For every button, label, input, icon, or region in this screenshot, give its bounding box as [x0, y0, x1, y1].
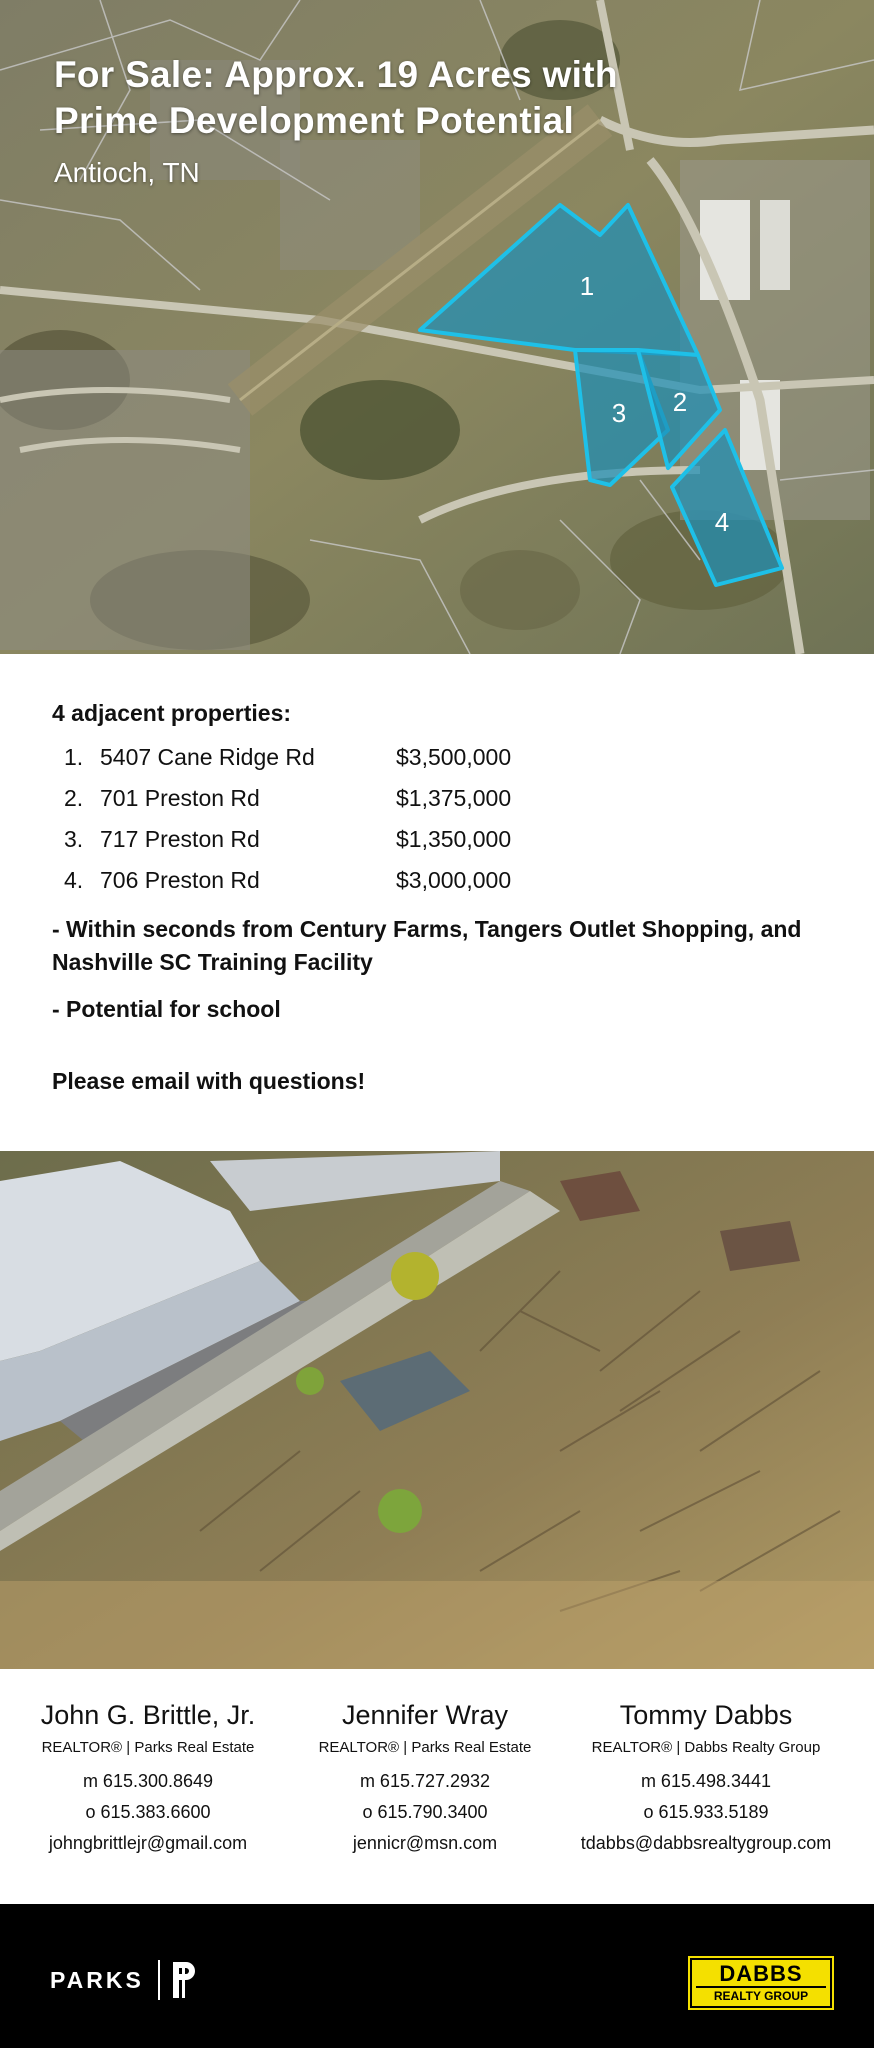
agent-email[interactable]: jennicr@msn.com: [352, 1833, 498, 1853]
parks-monogram-icon: [170, 1960, 198, 2000]
agent-role: REALTOR® | Parks Real Estate: [318, 1739, 532, 1756]
parks-logo: [50, 1960, 198, 2000]
property-price: $1,375,000: [396, 785, 512, 811]
property-row: [52, 860, 832, 901]
agent-role: REALTOR® | Dabbs Realty Group: [591, 1739, 821, 1756]
agent-mobile[interactable]: m 615.727.2932: [359, 1771, 491, 1791]
property-number: 2.: [64, 785, 84, 811]
parcel-label-1: 1: [579, 271, 595, 301]
agent-office[interactable]: o 615.933.5189: [643, 1802, 769, 1822]
property-number: 3.: [64, 826, 84, 852]
agent-name: John G. Brittle, Jr.: [40, 1700, 256, 1730]
property-number: 1.: [64, 744, 84, 770]
feature-bullet-location: - Within seconds from Century Farms, Tangers Outlet Shopping, and Nashville SC Training Facility: [52, 916, 802, 975]
agent-role: REALTOR® | Parks Real Estate: [41, 1739, 255, 1756]
property-address: 706 Preston Rd: [100, 867, 260, 893]
parcel-label-3: 3: [611, 398, 627, 428]
agent-card-dabbs: [560, 1700, 852, 1859]
dabbs-logo-name: DABBS: [719, 1961, 803, 1986]
property-address: 5407 Cane Ridge Rd: [100, 744, 315, 770]
dabbs-logo-tagline: REALTY GROUP: [696, 1986, 826, 2004]
agent-email[interactable]: tdabbs@dabbsrealtygroup.com: [580, 1833, 832, 1853]
property-price: $1,350,000: [396, 826, 512, 852]
listing-title-line-2: Prime Development Potential: [54, 100, 575, 141]
footer-bar: [0, 1904, 874, 2048]
agent-mobile[interactable]: m 615.498.3441: [640, 1771, 772, 1791]
parcel-label-2: 2: [672, 387, 688, 417]
agent-office[interactable]: o 615.383.6600: [85, 1802, 211, 1822]
listing-location: Antioch, TN: [54, 157, 200, 188]
properties-heading: 4 adjacent properties:: [52, 700, 292, 726]
agent-card-wray: [279, 1700, 571, 1859]
dabbs-realty-logo: [690, 1958, 832, 2008]
property-row: [52, 778, 832, 819]
agent-office[interactable]: o 615.790.3400: [362, 1802, 488, 1822]
agent-card-brittle: [2, 1700, 294, 1859]
agent-mobile[interactable]: m 615.300.8649: [82, 1771, 214, 1791]
agent-name: Tommy Dabbs: [619, 1700, 793, 1730]
property-row: [52, 737, 832, 778]
aerial-photo: [0, 1151, 874, 1669]
property-row: [52, 819, 832, 860]
property-price: $3,000,000: [396, 867, 512, 893]
feature-bullet-school: - Potential for school: [52, 996, 281, 1022]
property-number: 4.: [64, 867, 84, 893]
parks-logo-text: PARKS: [50, 1966, 144, 1993]
agent-contacts: [0, 1700, 874, 1860]
parcel-label-4: 4: [714, 507, 730, 537]
email-note: Please email with questions!: [52, 1068, 366, 1094]
listing-title-line-1: For Sale: Approx. 19 Acres with: [54, 54, 618, 95]
property-details: [52, 700, 832, 1118]
listing-title: [54, 52, 814, 144]
property-address: 701 Preston Rd: [100, 785, 260, 811]
parks-logo-divider: [158, 1960, 160, 2000]
property-address: 717 Preston Rd: [100, 826, 260, 852]
hero-aerial-map: [0, 0, 874, 654]
agent-email[interactable]: johngbrittlejr@gmail.com: [48, 1833, 248, 1853]
property-price: $3,500,000: [396, 744, 512, 770]
aerial-photo-image: [0, 1151, 874, 1669]
agent-name: Jennifer Wray: [341, 1700, 509, 1730]
property-list: [52, 737, 832, 901]
